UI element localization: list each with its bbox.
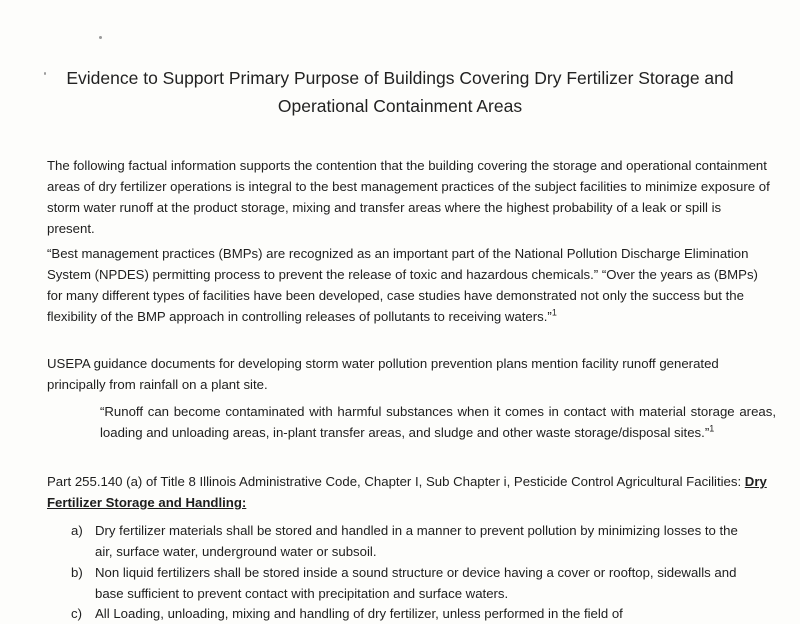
list-item-text: Dry fertilizer materials shall be stored and handled in a manner to prevent pollution by minimizing losses to the air, surface water, underground water or subsoil. (95, 523, 738, 559)
intro-paragraph: The following factual information supports the contention that the building covering the storage and operational containment areas of dry fertilizer operations is integral to the best management practices of the subject facilities to minimize exposure of storm water runoff at the product storage, mixing and transfer areas where the highest probability of a leak or spill is present. (47, 158, 770, 236)
list-marker: b) (71, 565, 83, 580)
list-marker: c) (71, 606, 82, 621)
list-item-text: Non liquid fertilizers shall be stored inside a sound structure or device having a cover or rooftop, sidewalls and base sufficient to prevent contact with precipitation and surface waters. (95, 565, 737, 601)
footnote-ref: 1 (551, 307, 557, 318)
usepa-paragraph: USEPA guidance documents for developing storm water pollution prevention plans mention facility runoff generated principally from rainfall on a plant site. (47, 356, 719, 392)
document-title: Evidence to Support Primary Purpose of Buildings Covering Dry Fertilizer Storage and Operational Containment Areas (66, 68, 734, 116)
regulation-heading: Dry Fertilizer Storage and Handling: (47, 474, 767, 510)
block-quote (100, 401, 776, 443)
footnote-ref: 1 (709, 423, 715, 434)
block-quote-text: “Runoff can become contaminated with harmful substances when it comes in contact with material storage areas, loading and unloading areas, in-plant transfer areas, and sludge and other waste storage/disposal sites.” (100, 404, 776, 440)
list-marker: a) (71, 523, 83, 538)
bmp-paragraph (47, 243, 772, 327)
bmp-paragraph-text: “Best management practices (BMPs) are recognized as an important part of the National Pollution Discharge Elimination System (NPDES) permitting process to prevent the release of toxic and hazardous chemicals.” “Over the years as (BMPs) for many different types of facilities have been developed, case studies have demonstrated not only the success but the flexibility of the BMP approach in controlling releases of pollutants to receiving waters.” (47, 246, 758, 324)
scan-speck (99, 36, 102, 39)
regulation-citation: Part 255.140 (a) of Title 8 Illinois Administrative Code, Chapter I, Sub Chapter i, Pesticide Control Agricultural Facilities: (47, 474, 745, 489)
regulation-paragraph (47, 471, 772, 513)
list-item-text: All Loading, unloading, mixing and handling of dry fertilizer, unless performed in the field of (95, 606, 623, 621)
